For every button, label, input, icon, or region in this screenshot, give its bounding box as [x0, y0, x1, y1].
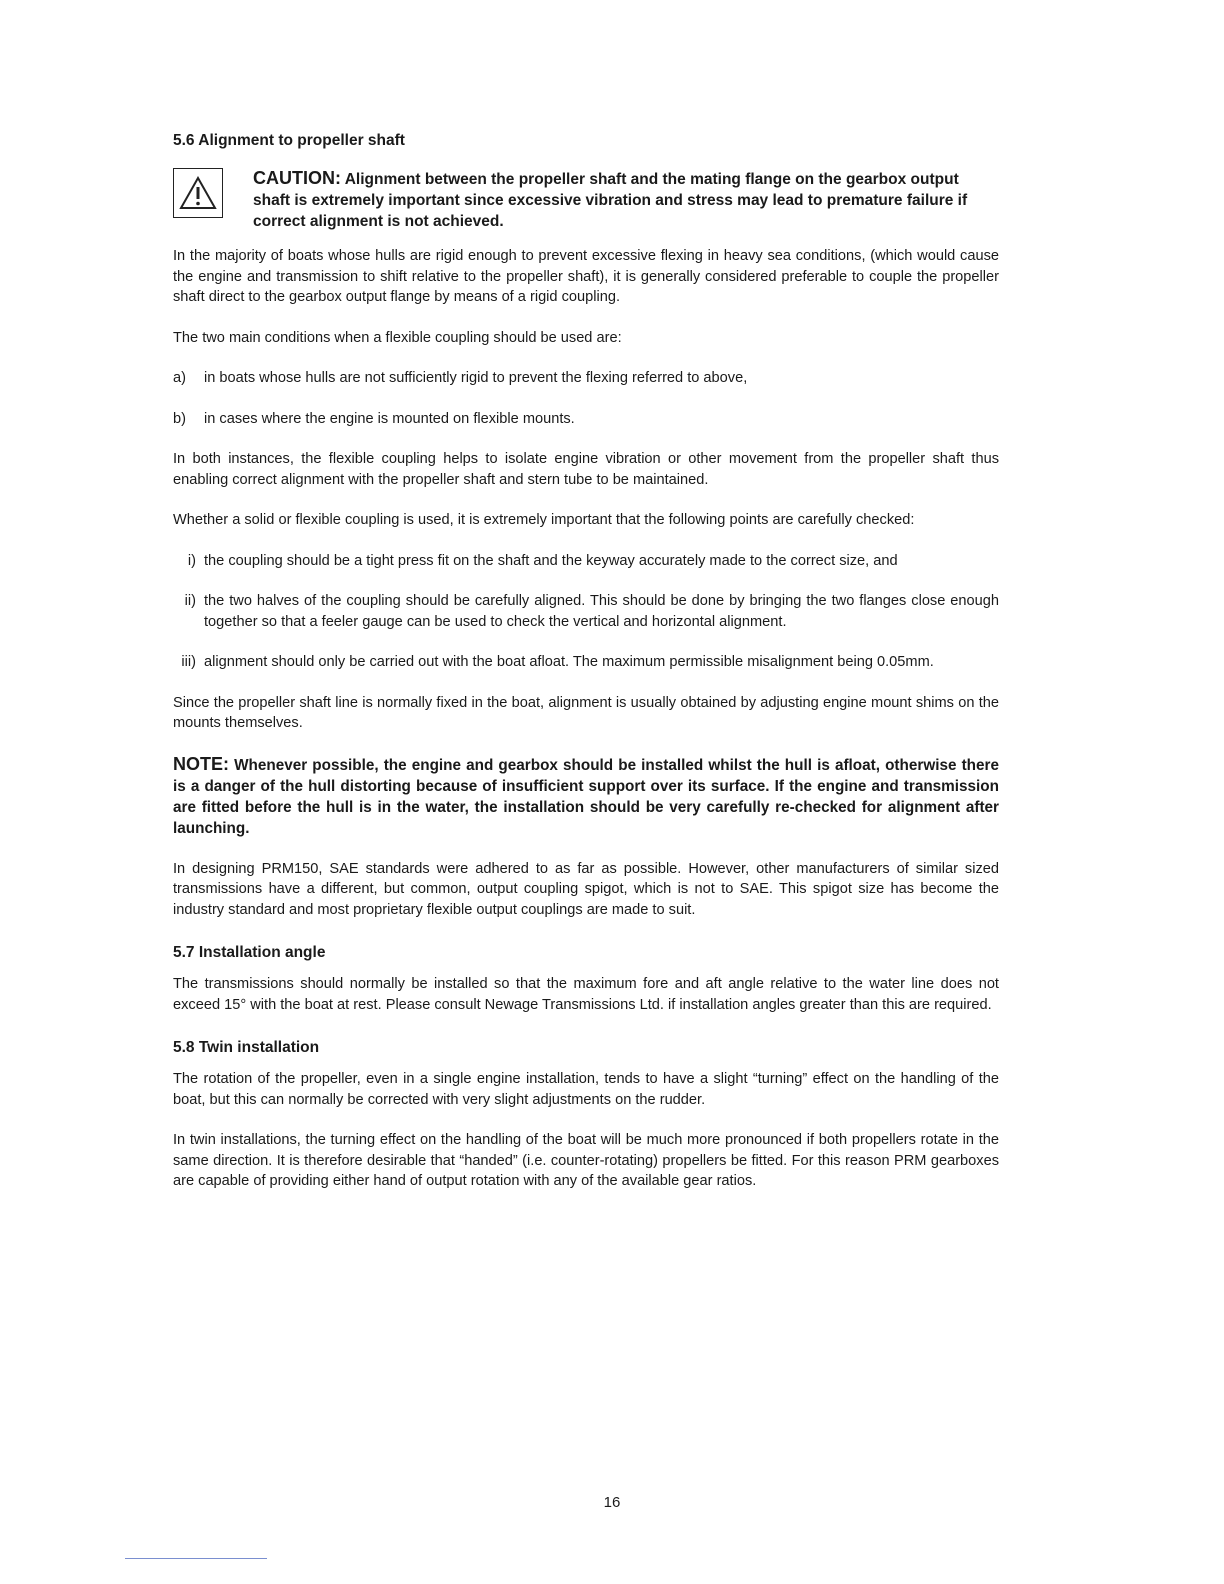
caution-label: CAUTION: — [253, 168, 341, 188]
list-item — [173, 368, 999, 389]
section-heading-5-8: 5.8 Twin installation — [173, 1039, 320, 1056]
paragraph-engine-shims: Since the propeller shaft line is normally fixed in the boat, alignment is usually obtained by adjusting engine mount shims on the mounts themselves. — [173, 694, 999, 731]
paragraph-twin-installations: In twin installations, the turning effect on the handling of the boat will be much more pronounced if both propellers rotate in the same direction. It is therefore desirable that “handed” (i.e. counter-rotating) propellers be fitted. For this reason PRM gearboxes are capable of providing either hand of output rotation with any of the available gear ratios. — [173, 1132, 999, 1189]
caution-body: Alignment between the propeller shaft and the mating flange on the gearbox output shaft is extremely important since excessive vibration and stress may lead to premature failure if correct alignment is not achieved. — [253, 171, 968, 230]
paragraph-installation-angle: The transmissions should normally be installed so that the maximum fore and aft angle relative to the water line does not exceed 15° with the boat at rest. Please consult Newage Transmissions Ltd. if installation angles greater than this are required. — [173, 976, 999, 1013]
list-marker: ii) — [184, 593, 196, 609]
section-heading-5-7: 5.7 Installation angle — [173, 944, 326, 961]
caution-text — [253, 168, 999, 232]
list-text: alignment should only be carried out with the boat afloat. The maximum permissible misalignment being 0.05mm. — [204, 654, 934, 670]
list-text: in boats whose hulls are not sufficiently rigid to prevent the flexing referred to above, — [204, 370, 748, 386]
note-block — [173, 754, 999, 839]
page-number: 16 — [603, 1494, 621, 1511]
list-item — [173, 409, 999, 430]
list-marker: a) — [173, 370, 186, 386]
warning-triangle-icon — [173, 168, 223, 218]
list-marker: i) — [187, 552, 196, 569]
caution-block — [173, 168, 999, 232]
paragraph-isolate-vibration: In both instances, the flexible coupling helps to isolate engine vibration or other movement from the propeller shaft thus enabling correct alignment with the propeller shaft and stern tube to be maintained. — [173, 451, 999, 488]
list-text: the two halves of the coupling should be carefully aligned. This should be done by bringing the two flanges close enough together so that a feeler gauge can be used to check the vertical and horizontal alignment. — [204, 593, 999, 630]
list-item — [173, 551, 999, 572]
page-content — [173, 128, 999, 1212]
section-heading-5-6: 5.6 Alignment to propeller shaft — [173, 132, 405, 149]
paragraph-checks-intro: Whether a solid or flexible coupling is used, it is extremely important that the following points are carefully checked: — [173, 512, 915, 528]
list-item — [173, 652, 999, 673]
note-text: Whenever possible, the engine and gearbox should be installed whilst the hull is afloat, otherwise there is a danger of the hull distorting because of insufficient support over its surface. If the engine and transmission are fitted before the hull is in the water, the installation should be very carefully re-checked for alignment after launching. — [173, 756, 999, 837]
paragraph-turning-effect: The rotation of the propeller, even in a single engine installation, tends to have a slight “turning” effect on the handling of the boat, but this can normally be corrected with very slight adjustments on the rudder. — [173, 1071, 999, 1108]
list-text: the coupling should be a tight press fit on the shaft and the keyway accurately made to the correct size, and — [204, 552, 898, 569]
list-item — [173, 591, 999, 632]
note-label: NOTE: — [173, 753, 229, 774]
paragraph-sae-standards: In designing PRM150, SAE standards were adhered to as far as possible. However, other manufacturers of similar sized transmissions have a different, but common, output coupling spigot, which is not to SAE. This spigot size has become the industry standard and most proprietary flexible output couplings are made to suit. — [173, 860, 999, 918]
paragraph-rigid-coupling: In the majority of boats whose hulls are rigid enough to prevent excessive flexing in heavy sea conditions, (which would cause the engine and transmission to shift relative to the propeller shaft), it is generally considered preferable to couple the propeller shaft direct to the gearbox output flange by means of a rigid coupling. — [173, 248, 999, 305]
footer-divider — [125, 1558, 267, 1559]
list-text: in cases where the engine is mounted on flexible mounts. — [204, 410, 575, 427]
paragraph-flexible-conditions: The two main conditions when a flexible coupling should be used are: — [173, 329, 622, 346]
list-marker: b) — [173, 410, 186, 427]
list-marker: iii) — [181, 654, 196, 670]
